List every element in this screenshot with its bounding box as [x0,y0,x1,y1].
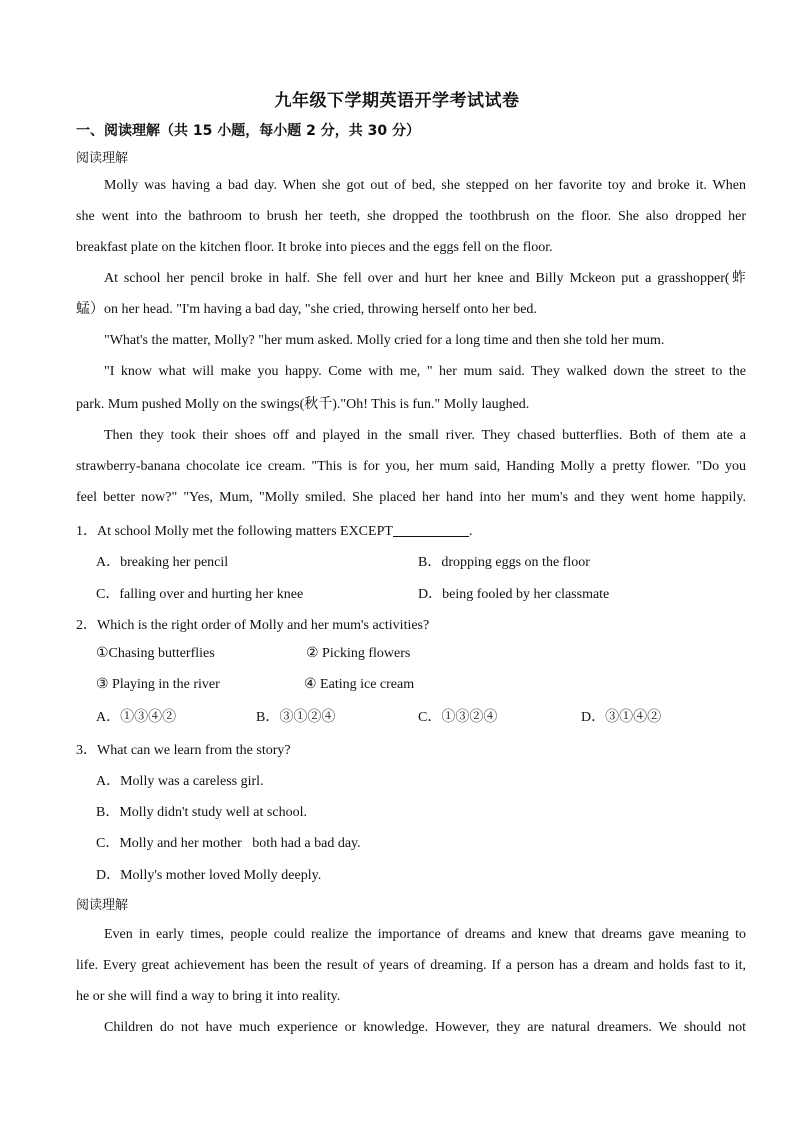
option-d[interactable]: D．③①④② [581,710,662,725]
section-heading: 一、阅读理解（共 15 小题，每小题 2 分，共 30 分） [76,123,420,139]
passage-line: At school her pencil broke in half. She fell over and hurt her knee and Billy Mckeon put a grasshopper(蚱 [104,271,746,286]
passage-line: he or she will find a way to bring it into reality. [76,989,341,1004]
passage-line: she went into the bathroom to brush her teeth, she dropped the toothbrush on the floor. She also dropped her [76,209,746,224]
passage-line: 蜢）on her head. "I'm having a bad day, "she cried, throwing herself onto her bed. [76,302,537,317]
passage-line: park. Mum pushed Molly on the swings(秋千)."Oh! This is fun." Molly laughed. [76,397,530,412]
question-stem [76,520,472,540]
passage-label: 阅读理解 [76,898,129,913]
option-c[interactable]: C．falling over and hurting her knee [96,587,304,602]
option-b[interactable]: B．Molly didn't study well at school. [96,805,307,820]
option-b[interactable]: B．dropping eggs on the floor [418,555,590,570]
passage-line: feel better now?" "Yes, Mum, "Molly smiled. She placed her hand into her mum's and they went home happily. [76,490,746,505]
option-b[interactable]: B．③①②④ [256,710,336,725]
passage-label: 阅读理解 [76,151,129,166]
option-a[interactable]: A．Molly was a careless girl. [96,774,264,789]
passage-line: "What's the matter, Molly? "her mum asked. Molly cried for a long time and then she told her mum. [104,333,665,348]
activity-item: ④ Eating ice cream [304,677,415,692]
passage-line: Even in early times, people could realize the importance of dreams and knew that dreams gave meaning to [104,927,746,942]
option-d[interactable]: D．being fooled by her classmate [418,587,610,602]
passage-line: "I know what will make you happy. Come with me, " her mum said. They walked down the street to the [104,364,746,379]
question-stem: 3．What can we learn from the story? [76,743,291,758]
question-end: . [468,524,473,539]
answer-blank[interactable] [393,522,469,537]
passage-line: breakfast plate on the kitchen floor. It broke into pieces and the eggs fell on the floor. [76,240,553,255]
option-c[interactable]: C．Molly and her mother both had a bad day. [96,836,361,851]
passage-line: Children do not have much experience or knowledge. However, they are natural dreamers. We should not [104,1020,746,1035]
passage-line: strawberry-banana chocolate ice cream. "This is for you, her mum said, Handing Molly a pretty flower. "Do you [76,459,746,474]
option-a[interactable]: A．①③④② [96,710,177,725]
option-a[interactable]: A．breaking her pencil [96,555,229,570]
page-title: 九年级下学期英语开学考试试卷 [274,91,520,111]
question-stem: 2．Which is the right order of Molly and her mum's activities? [76,618,430,633]
option-c[interactable]: C．①③②④ [418,710,498,725]
passage-line: life. Every great achievement has been the result of years of dreaming. If a person has a dream and holds fast to it, [76,958,746,973]
activity-item: ①Chasing butterflies [96,646,215,661]
option-d[interactable]: D．Molly's mother loved Molly deeply. [96,868,322,883]
passage-line: Molly was having a bad day. When she got out of bed, she stepped on her favorite toy and broke it. When [104,178,746,193]
question-text: 1．At school Molly met the following matters EXCEPT [76,524,393,539]
passage-line: Then they took their shoes off and played in the small river. They chased butterflies. Both of them ate a [104,428,746,443]
activity-item: ③ Playing in the river [96,677,220,692]
activity-item: ② Picking flowers [306,646,411,661]
